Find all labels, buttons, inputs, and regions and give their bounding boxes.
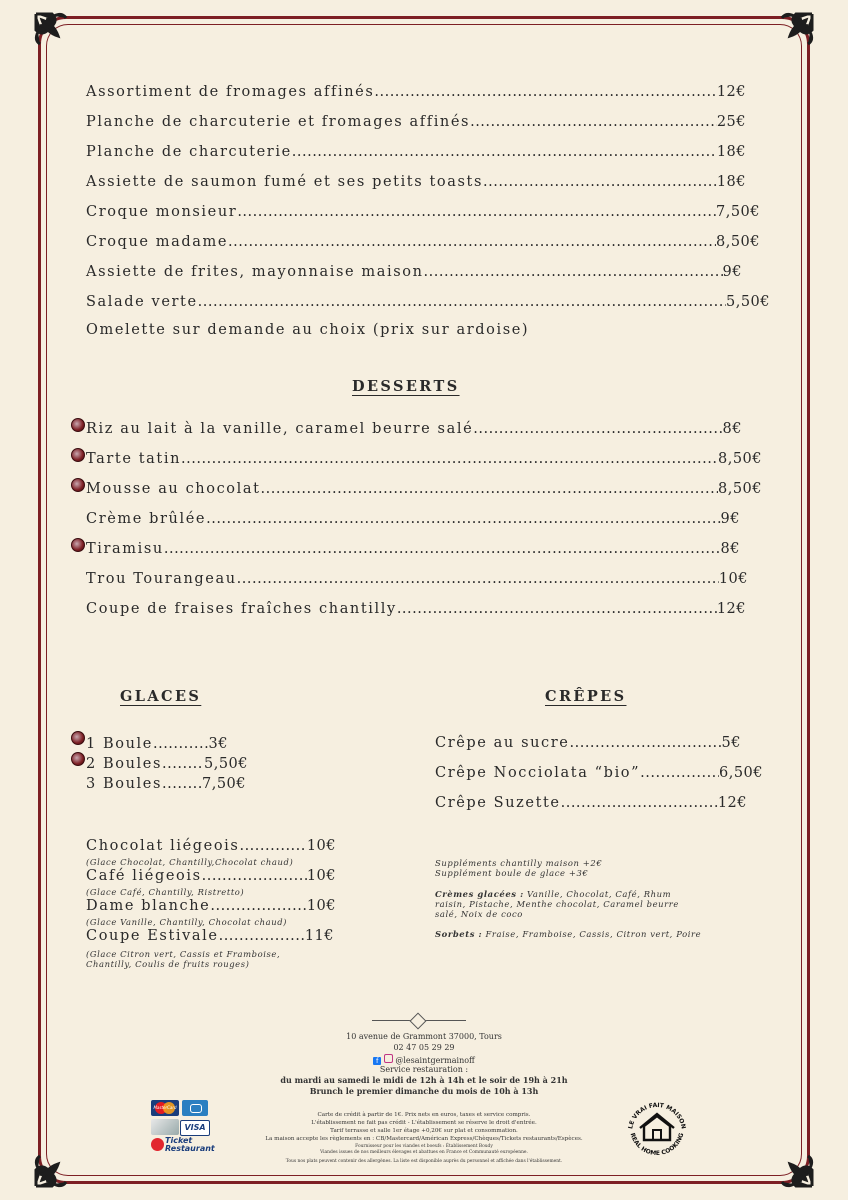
menu-item: Planche de charcuterie et fromages affinés ..... 25€ [86,114,746,130]
menu-item: Crêpe Suzette ..... 12€ [435,795,747,811]
menu-item: 3 Boules ..... 7,50€ [86,776,246,792]
card-logo-icon [182,1100,208,1116]
menu-item: Coupe de fraises fraîches chantilly ..... 12€ [86,601,746,617]
menu-item: 1 Boule ..... 3€ [86,736,228,752]
french-flag-badge-icon [71,448,85,462]
sorbets-label: Sorbets : [435,929,483,939]
menu-item: Mousse au chocolat ..... 8,50€ [86,481,762,497]
legal-line: Tous nos plats peuvent contenir des allergènes. La liste est disponible auprès du personnel et affichée dans l'établissement. [285,1159,563,1164]
menu-item-description: (Glace Vanille, Chantilly, Chocolat chaud) [86,917,288,927]
menu-item-description: (Glace Café, Chantilly, Ristretto) [86,887,245,897]
menu-item: Omelette sur demande au choix (prix sur ardoise) [86,322,530,338]
french-flag-badge-icon [71,731,85,745]
legal-line: Fournisseur pour les viandes et boeufs : Établissement Boudy [355,1144,493,1149]
svg-text:REAL HOME COOKING [629,1132,686,1157]
menu-item: Tarte tatin ..... 8,50€ [86,451,762,467]
menu-item: Café liégeois ..... 10€ [86,868,336,884]
menu-item: Crêpe Nocciolata “bio” ..... 6,50€ [435,765,763,781]
menu-item: Chocolat liégeois ..... 10€ [86,838,336,854]
menu-item: Riz au lait à la vanille, caramel beurre salé ..... 8€ [86,421,742,437]
menu-item: Crêpe au sucre ..... 5€ [435,735,741,751]
section-title-glaces: GLACES [120,688,202,705]
french-flag-badge-icon [71,752,85,766]
menu-frame-inner [46,24,802,1176]
instagram-icon[interactable] [384,1054,393,1063]
menu-item: Trou Tourangeau ..... 10€ [86,571,748,587]
cremes-glacees-label: Crèmes glacées : [435,889,524,899]
menu-item-description: (Glace Citron vert, Cassis et Framboise, Chantilly, Coulis de fruits rouges) [86,949,281,969]
visa-logo-icon: VISA [180,1120,210,1136]
menu-item: Crème brûlée ..... 9€ [86,511,740,527]
menu-item: Planche de charcuterie ..... 18€ [86,144,746,160]
fleur-de-lis-corner-icon [32,10,84,54]
mastercard-logo-icon [151,1100,179,1116]
cremes-glacees-list: Vanille, Chocolat, Café, Rhum raisin, Pistache, Menthe chocolat, Caramel beurre salé, Noix de coco [435,889,679,919]
legal-line: Viandes issues de nos meilleurs élevages et abattues en France et Communauté européenne. [320,1150,528,1155]
french-flag-badge-icon [71,478,85,492]
legal-line: La maison accepte les règlements en : CB/Mastercard/Américan Express/Chèques/Tickets restaurants/Espèces. [265,1136,583,1142]
menu-item: Dame blanche ..... 10€ [86,898,336,914]
facebook-icon[interactable]: f [373,1057,381,1065]
service-label: Service restauration : [379,1065,469,1074]
social-handle [0,1054,848,1065]
badge-top-text: LE VRAI FAIT MAISON [627,1101,687,1130]
menu-item: Croque madame ..... 8,50€ [86,234,760,250]
section-title-crepes: CRÊPES [545,688,627,705]
sorbets-list: Fraise, Framboise, Cassis, Citron vert, Poire [482,929,702,939]
fleur-de-lis-corner-icon [764,10,816,54]
supplements-note: Suppléments chantilly maison +2€ Supplément boule de glace +3€ [435,858,603,878]
brunch-hours: Brunch le premier dimanche du mois de 10h à 13h [309,1086,539,1096]
service-hours: du mardi au samedi le midi de 12h à 14h et le soir de 19h à 21h [280,1075,568,1085]
french-flag-badge-icon [71,538,85,552]
menu-item: Assiette de frites, mayonnaise maison ..... 9€ [86,264,742,280]
sorbets-note [435,929,735,939]
ticket-restaurant-label: Ticket Restaurant [165,1136,215,1153]
legal-line: Tarif terrasse et salle 1er étage +0,20€ sur plat et consommation. [330,1128,518,1134]
menu-item: Salade verte ..... 5,50€ [86,294,770,310]
ticket-restaurant-logo-icon [151,1137,213,1155]
address: 10 avenue de Grammont 37000, Tours [346,1032,502,1041]
french-flag-badge-icon [71,418,85,432]
legal-line: Carte de crédit à partir de 1€. Prix nets en euros, taxes et service compris. [317,1112,531,1118]
legal-line: L'établissement ne fait pas crédit - L'établissement se réserve le droit d'entrée. [311,1120,537,1126]
mastercard-label: MasterCard [153,1105,177,1110]
menu-item: Assortiment de fromages affinés ..... 12€ [86,84,746,100]
menu-item: Coupe Estivale ..... 11€ [86,928,334,944]
menu-item: Croque monsieur ..... 7,50€ [86,204,760,220]
menu-item: Tiramisu ..... 8€ [86,541,740,557]
phone: 02 47 05 29 29 [393,1043,455,1052]
cremes-glacees-note [435,889,685,919]
badge-bottom-text: REAL HOME COOKING [628,1132,686,1158]
menu-item: 2 Boules ..... 5,50€ [86,756,248,772]
cb-card-icon [151,1119,179,1135]
social-handle-text[interactable]: @lesaintgermainoff [395,1056,475,1065]
menu-item: Assiette de saumon fumé et ses petits toasts ..... 18€ [86,174,746,190]
fait-maison-badge-icon [622,1094,692,1164]
section-title-desserts: DESSERTS [352,378,460,395]
menu-item-description: (Glace Chocolat, Chantilly,Chocolat chaud) [86,857,294,867]
